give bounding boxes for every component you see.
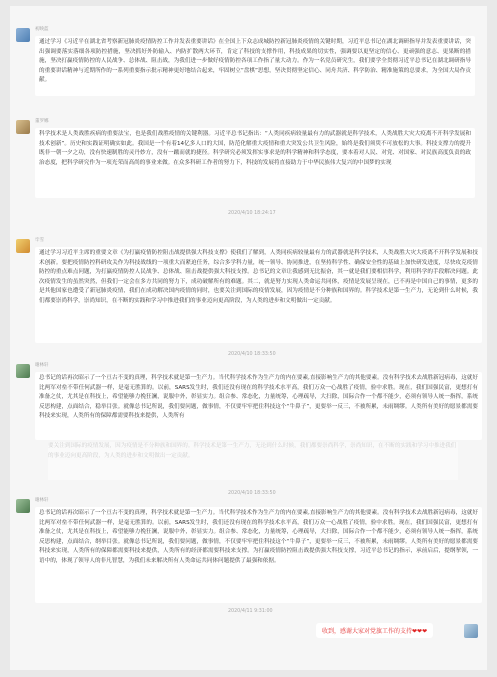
sender-name: 牢雪 (35, 238, 44, 243)
avatar[interactable] (16, 120, 30, 134)
overlapped-text: 要关注到国际的疫情发展，因为疫情是不分种族和国界的。科学技术是第一生产力，无论到什么时候，我们都要崇尚科学，崇尚知识，在不断的实践和学习中推进我们的事业迈向更高阶段，为人类的进步和文明做出一定贡献。 (48, 442, 458, 480)
timestamp: 2020/4/11 9:31:00 (228, 609, 273, 614)
message-bubble: 通过学习习近平主席的重要文章《为打赢疫情防控阻击战提供强大科技支撑》使我们了解到，人类同疾病较量最有力的武器就是科学技术，人类战胜大灾大疫离不开科学发展和技术创新。要把疫情防控科研攻关作为科技战线的一项重大而紧迫任务，综合多学科力量，统一领导、协同推进，在坚持科学性、确保安全性的基础上加快研发进度，尽快攻克疫情防控的重点难点问题，为打赢疫情防控人民战争、总体战、阻击战提供强大科技支撑。总书记的文章让我感到无比振奋，其一就是我们要相信科学，利用科学的手段解决问题。此次疫情发生的虽然突然，但我们一定会在多方共同的努力下，成功破解所有的难题。其二，就是努力实现人类命运共同体，疫情是发展呈现在，已不再是中国自己的事情，更多的是其他国家也遭受了新冠肺炎疫情，我们在成功解决国内疫情的同时，也要关注到国际的疫情发展，因为疫情是不分种族和国界的。科学技术是第一生产力，无论到什么时候，我们都要崇尚科学，崇尚知识，在不断的实践和学习中推进我们的事业迈向更高阶段，为人类的进步和文明做出一定贡献。 (35, 247, 482, 343)
my-message-text: 收到，感谢大家对党旗工作的支持 (322, 628, 413, 635)
avatar[interactable] (16, 364, 30, 378)
sender-name: 董罗娜 (35, 119, 49, 124)
chat-message (16, 120, 476, 220)
message-bubble: 科学技术是人类战胜疾病的重要法宝，也是我们战胜疫情的关键利器。习近平总书记指出：“人类同疾病较量最有力的武器就是科学技术，人类战胜大灾大疫离不开科学发展和技术创新”。历史和实践证明确实如此。我国是一个有着14亿多人口的大国，防范化解重大疫情和重大突发公共卫生风险，始终是我们须臾不可放松的大事。科技支撑力的提升既非一朝一夕之功，没有快速制胜的灵丹妙方，没有一蹴而就的捷径。科学研究必须发挥实事求是的科学精神和科学态度，要本着对人民、对党、对国家、对民族高度负责的政治态度，把科学研究作为一项光荣而高尚的事业来做。在众多科研工作者的努力下，科技的发展将直接助力于中华民族伟大复兴的中国梦的实现 (35, 128, 475, 198)
timestamp: 2020/4/10 18:33:50 (228, 352, 276, 357)
avatar[interactable] (16, 28, 30, 42)
chat-message (16, 364, 482, 454)
timestamp: 2020/4/10 18:24:17 (228, 211, 276, 216)
chat-message (16, 499, 482, 605)
avatar[interactable] (16, 499, 30, 513)
message-bubble: 通过学习《习近平在湖北省考察新冠肺炎疫情防控工作并发表重要讲话》在全国上下众志成城防控新冠肺炎疫情的关键时期，习近平总书记在湖北调研指导并发表重要讲话，突出强调要落实落细各项防控措施，坚决抓好外防输入、内防扩散两大环节，肯定了科技的支撑作用，科技成果的切实性，强调要以更坚定的信心、更顽强的意志、更果断的措施，坚决打赢疫情防控的人民战争、总体战、阻击战，为我们进一步做好疫情防控各项工作指了量大动力。作为一名党员研究生，我们要学全贯彻习近平总书记在湖北调研指导的重要讲话精神与近期所作的一系列重要指示批示精神更好地结合起来，牢固树立“盘棋”思想，坚决贯彻坚定信心、同舟共济、科学防治、精准施策的总要求，为全国大局作贡献。 (35, 36, 475, 96)
sender-name: 初映蓝 (35, 27, 49, 32)
message-bubble: 总书记的话再次昭示了一个亘古不变的真理，科学技术就是第一生产力。当代科学技术作为生产力的内在要素,直接影响生产力的其他要素。没有科学技术去战胜新冠病毒，这就好比两军对垒不带任何武器一样，是毫无胜算的。以前，SARS发生时，我们还没有现在的科学技术水平高，我们万众一心战胜了疫情，验中求胜。现在，我们国强民富，更想打有准备之仗，尤其是在科技上，希望能够力挽狂澜，说服中外，彰显实力。组合参、常态化，力量统筹，心理疏导，大扫除，国际合作一个都不能少，必须有领导人统一指挥，系统反思构建，点面结合，纲举目张。就像总书记所说，我们要问题，做事情，不仅要牢牢把住科技这个“牛鼻子”，更要举一反三，不被所累，未雨绸缪。人类所有美好的愿景都需要科技来实现，人类所有的保障都需要科技来提供，人类所有的经济都需要科技来支撑。为打赢疫情防控阻击战提供强大科技支撑，习近平总书记的指示，承前启后，提纲挈领，一语中的，体现了领导人的非凡智慧，为我们未来解决所有人类命运共同体问题提供了最强和依据。 (35, 507, 482, 603)
message-bubble: 总书记的话再次昭示了一个亘古不变的真理，科学技术就是第一生产力。当代科学技术作为生产力的内在要素,直接影响生产力的其他要素。没有科学技术去战胜新冠病毒，这就好比两军对垒不带任何武器一样，是毫无胜算的。以前，SARS发生时，我们还没有现在的科学技术水平高，我们万众一心战胜了疫情，验中求胜。现在，我们国强民富，更想打有准备之仗，尤其是在科技上，希望能够力挽狂澜，说服中外，彰显实力。组合参、常态化，力量统筹，心理疏导，大扫除，国际合作一个都不能少，必须有领导人统一指挥，系统反思构建，点面结合，稳举目张。就像总书记所说，我们要问题，做事情，不仅要牢牢把住科技这个“牛鼻子”，更要举一反三，不被所累，未雨绸缪。人类所有美好的愿景都需要科技来实现，人类所有的保障都需要科技来提供，人类所有 (35, 372, 482, 440)
chat-message (16, 28, 476, 98)
heart-icon: ❤❤❤ (412, 628, 428, 635)
my-avatar[interactable] (464, 624, 478, 638)
chat-message (16, 239, 482, 349)
sender-name: 谢林轩 (35, 363, 49, 368)
my-message-bubble (316, 623, 433, 638)
chat-window (10, 6, 487, 670)
timestamp: 2020/4/10 18:33:50 (228, 491, 276, 496)
avatar[interactable] (16, 239, 30, 253)
sender-name: 谢林轩 (35, 498, 49, 503)
